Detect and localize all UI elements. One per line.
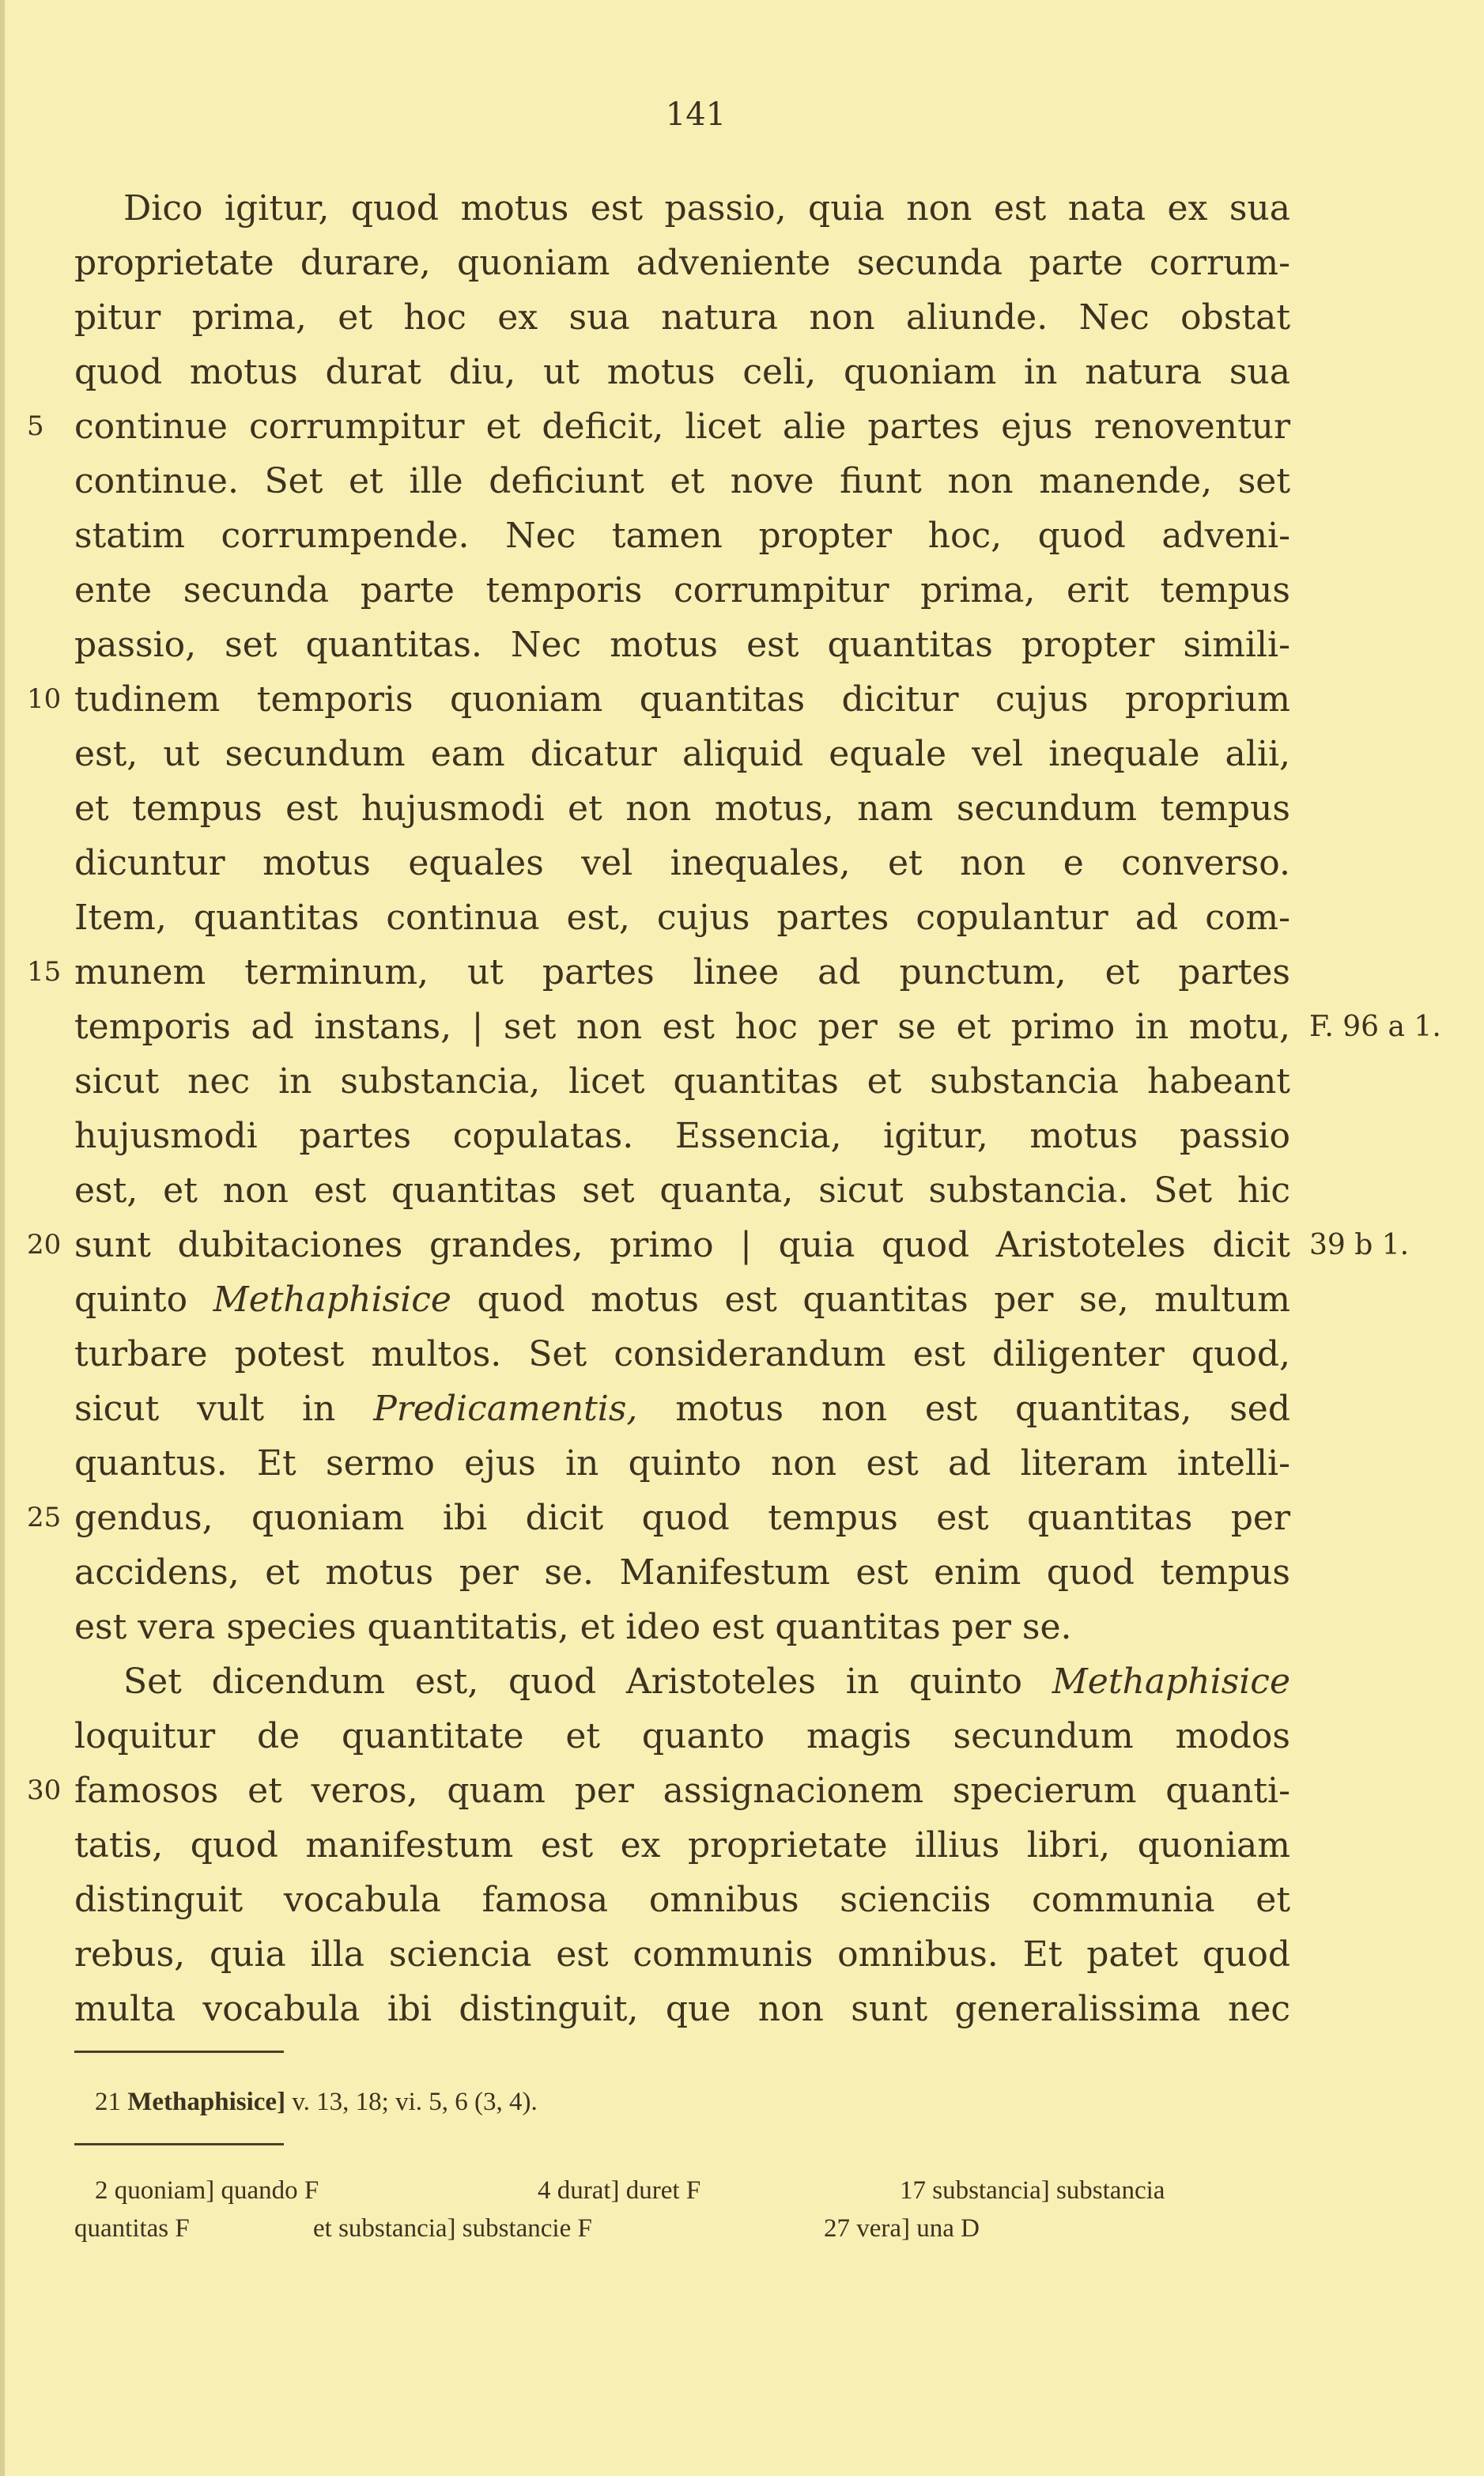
text-segment: temporis ad instans, | set non est hoc per se et primo in motu,	[74, 1007, 1290, 1047]
text-segment: et tempus est hujusmodi et non motus, nam secundum tempus	[74, 788, 1290, 829]
text-segment: dicuntur motus equales vel inequales, et non e converso.	[74, 843, 1290, 883]
italic-title: Methaphisice	[1052, 1661, 1290, 1702]
text-line	[74, 454, 1290, 508]
text-segment: est, et non est quantitas set quanta, sicut substancia. Set hic	[74, 1170, 1290, 1211]
text-line	[74, 1927, 1290, 1982]
text-line	[74, 1982, 1290, 2036]
line-number: 15	[27, 956, 62, 988]
text-segment: sicut vult in	[74, 1389, 374, 1429]
text-segment: est, ut secundum eam dicatur aliquid equale vel inequale alii,	[74, 734, 1290, 774]
text-line	[27, 1218, 1410, 1272]
text-segment: distinguit vocabula famosa omnibus scienciis communia et	[74, 1880, 1290, 1920]
text-line	[74, 508, 1290, 563]
text-line	[74, 1109, 1290, 1163]
text-line	[27, 672, 1290, 727]
text-segment: multa vocabula ibi distinguit, que non sunt generalissima nec	[74, 1989, 1290, 2029]
text-segment: sunt dubitaciones grandes, primo | quia quod Aristoteles dicit	[74, 1225, 1290, 1265]
text-segment: tudinem temporis quoniam quantitas dicitur cujus proprium	[74, 679, 1290, 720]
critical-note: 27 vera] una D	[824, 2214, 980, 2243]
text-line	[74, 1545, 1290, 1600]
text-segment: passio, set quantitas. Nec motus est quantitas propter simili-	[74, 625, 1290, 665]
italic-title: Methaphisice	[213, 1280, 451, 1320]
footnote-number: 21	[95, 2088, 121, 2116]
text-segment: Dico igitur, quod motus est passio, quia non est nata ex sua	[123, 188, 1290, 229]
text-line	[74, 836, 1290, 890]
critical-note: 2 quoniam] quando F	[95, 2176, 319, 2205]
text-segment: continue corrumpitur et deficit, licet alie partes ejus renoventur	[74, 406, 1290, 447]
text-line	[74, 1709, 1290, 1763]
apparatus-rule	[74, 2143, 284, 2145]
text-segment: gendus, quoniam ibi dicit quod tempus est quantitas per	[74, 1498, 1290, 1538]
text-line	[27, 945, 1290, 1000]
text-line	[74, 781, 1290, 836]
text-line	[74, 1654, 1290, 1709]
text-line	[27, 1491, 1290, 1545]
text-line	[74, 1000, 1441, 1054]
text-segment: est vera species quantitatis, et ideo est quantitas per se.	[74, 1607, 1072, 1647]
text-segment: motus non est quantitas, sed	[637, 1389, 1290, 1429]
text-segment: Item, quantitas continua est, cujus partes copulantur ad com-	[74, 898, 1290, 938]
text-segment: munem terminum, ut partes linee ad punctum, et partes	[74, 952, 1290, 992]
critical-note: 4 durat] duret F	[538, 2176, 701, 2205]
line-number: 30	[27, 1775, 62, 1806]
text-segment: ente secunda parte temporis corrumpitur prima, erit tempus	[74, 570, 1290, 610]
text-segment: pitur prima, et hoc ex sua natura non aliunde. Nec obstat	[74, 297, 1290, 338]
footnote-text: v. 13, 18; vi. 5, 6 (3, 4).	[285, 2088, 538, 2116]
text-segment: accidens, et motus per se. Manifestum est enim quod tempus	[74, 1552, 1290, 1593]
text-segment: sicut nec in substancia, licet quantitas et substancia habeant	[74, 1061, 1290, 1102]
text-line	[74, 890, 1290, 945]
text-line	[74, 563, 1290, 618]
text-segment: rebus, quia illa sciencia est communis omnibus. Et patet quod	[74, 1934, 1290, 1975]
text-line	[74, 1163, 1290, 1218]
critical-note: et substancia] substancie F	[313, 2214, 592, 2243]
text-line	[74, 1054, 1290, 1109]
text-line	[74, 181, 1290, 236]
text-line	[74, 290, 1290, 345]
critical-note: quantitas F	[74, 2214, 190, 2243]
italic-title: Predicamentis,	[373, 1389, 638, 1429]
text-line	[74, 618, 1290, 672]
text-segment: famosos et veros, quam per assignacionem specierum quanti-	[74, 1771, 1290, 1811]
text-segment: turbare potest multos. Set considerandum est diligenter quod,	[74, 1334, 1290, 1374]
text-line	[74, 1600, 1290, 1654]
text-line	[27, 399, 1290, 454]
text-segment: quod motus durat diu, ut motus celi, quoniam in natura sua	[74, 352, 1290, 392]
footnote-rule	[74, 2051, 284, 2053]
text-line	[74, 236, 1290, 290]
text-line	[74, 1436, 1290, 1491]
page-edge	[0, 0, 5, 2476]
text-line	[74, 1272, 1290, 1327]
line-number: 25	[27, 1502, 62, 1533]
text-line	[74, 345, 1290, 399]
text-segment: quod motus est quantitas per se, multum	[451, 1280, 1291, 1320]
critical-note: 17 substancia] substancia	[900, 2176, 1165, 2205]
text-segment: continue. Set et ille deficiunt et nove fiunt non manende, set	[74, 461, 1290, 501]
text-segment: quinto	[74, 1280, 213, 1320]
footnote	[95, 2088, 538, 2117]
main-text	[27, 181, 1441, 2036]
text-line	[74, 1873, 1290, 1927]
footnote-lemma: Methaphisice]	[127, 2088, 286, 2116]
text-segment: statim corrumpende. Nec tamen propter hoc, quod adveni-	[74, 516, 1290, 556]
line-number: 5	[27, 410, 44, 442]
margin-folio-note: F. 96 a 1.	[1309, 1011, 1441, 1043]
text-segment: loquitur de quantitate et quanto magis secundum modos	[74, 1716, 1290, 1756]
text-line	[74, 1382, 1290, 1436]
text-line	[74, 1818, 1290, 1873]
text-segment: proprietate durare, quoniam adveniente secunda parte corrum-	[74, 243, 1290, 283]
text-segment: hujusmodi partes copulatas. Essencia, igitur, motus passio	[74, 1116, 1290, 1156]
page-number: 141	[665, 96, 727, 133]
text-segment: Set dicendum est, quod Aristoteles in quinto	[123, 1661, 1052, 1702]
text-line	[74, 727, 1290, 781]
text-segment: tatis, quod manifestum est ex proprietate illius libri, quoniam	[74, 1825, 1290, 1866]
margin-folio-note: 39 b 1.	[1309, 1229, 1410, 1261]
text-line	[27, 1763, 1290, 1818]
line-number: 20	[27, 1229, 62, 1261]
text-segment: quantus. Et sermo ejus in quinto non est ad literam intelli-	[74, 1443, 1290, 1484]
text-line	[74, 1327, 1290, 1382]
line-number: 10	[27, 683, 62, 715]
